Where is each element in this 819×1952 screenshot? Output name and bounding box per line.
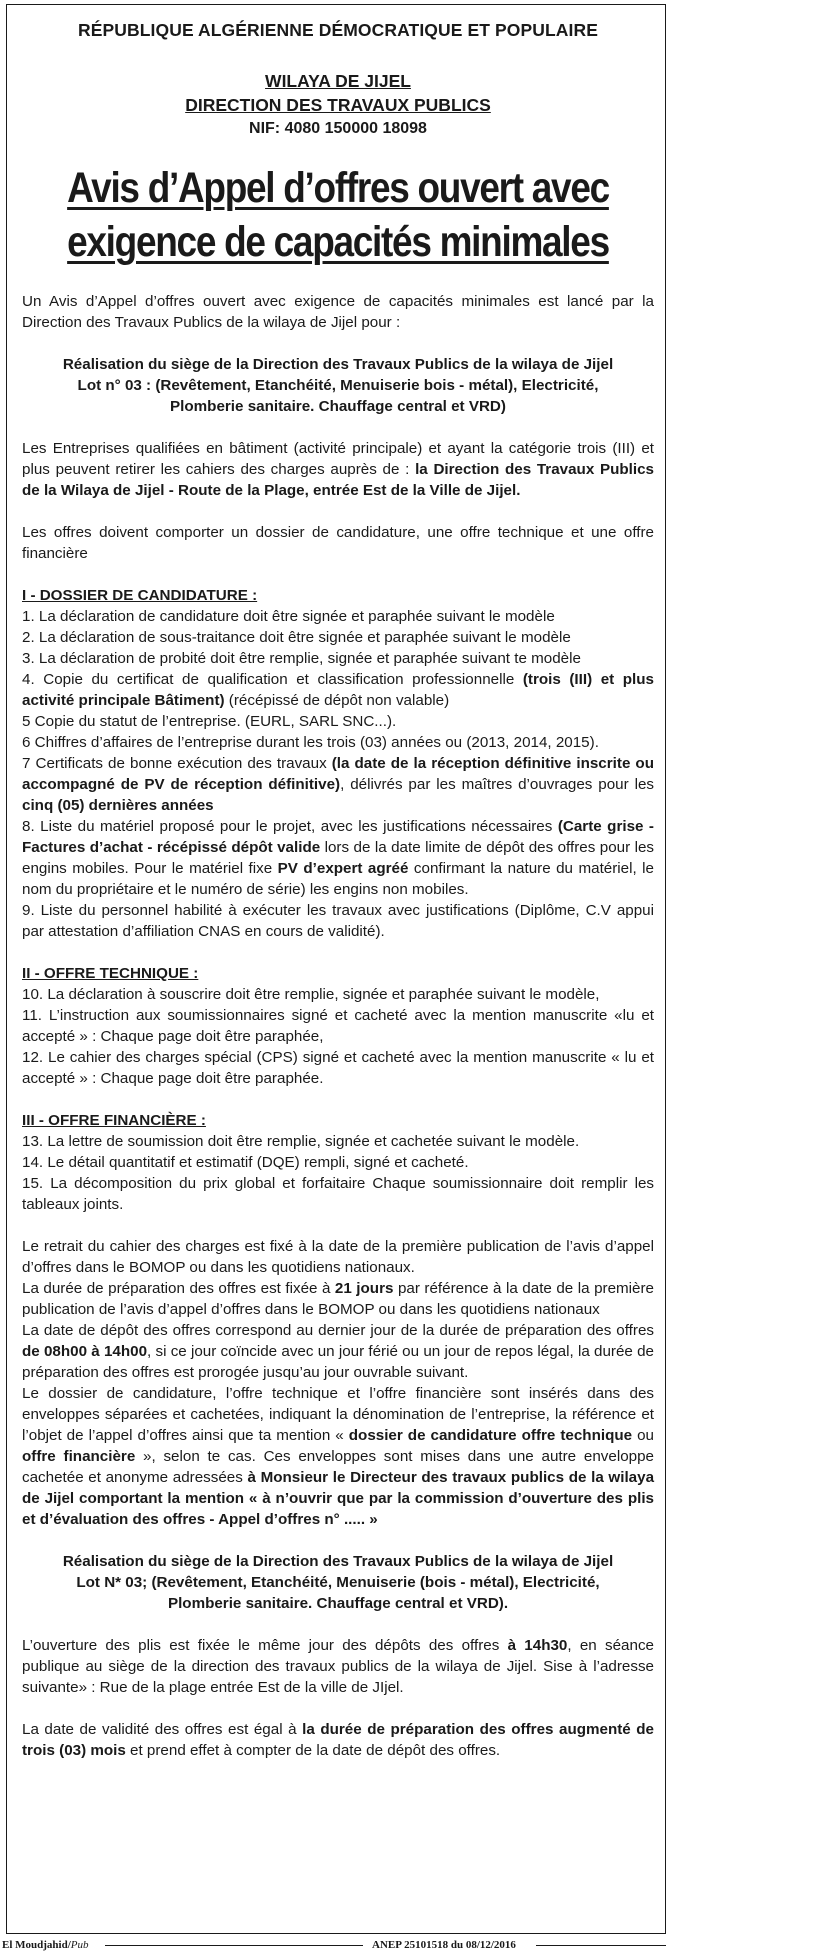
footer-anep-reference: ANEP 25101518 du 08/12/2016 xyxy=(372,1939,516,1951)
list-item: 4. Copie du certificat de qualification et classification professionnelle (trois (III) et plus activité principale Bâtiment) (récépissé de dépôt non valable) xyxy=(22,671,654,709)
list-item: 2. La déclaration de sous-traitance doit être signée et paraphée suivant le modèle xyxy=(22,629,571,646)
ouverture-paragraph: L’ouverture des plis est fixée le même jour des dépôts des offres à 14h30, en séance publique au siège de la direction des travaux publics de la wilaya de Jijel. Sise à l’adresse suivante» : Rue de la plage entrée Est de la ville de JIjel. xyxy=(22,1637,654,1696)
eligibility-address: la Direction des Travaux Publics de la Wilaya de Jijel - Route de la Plage, entrée Est de la Ville de Jijel. xyxy=(22,461,654,499)
list-item: 10. La déclaration à souscrire doit être remplie, signée et paraphée suivant le modèle, xyxy=(22,986,600,1003)
project-line: Plomberie sanitaire. Chauffage central et VRD) xyxy=(170,398,506,415)
footer-rule-left xyxy=(105,1945,363,1946)
project-block-1 xyxy=(22,354,654,417)
list-item: 1. La déclaration de candidature doit être signée et paraphée suivant le modèle xyxy=(22,608,555,625)
intro-paragraph: Un Avis d’Appel d’offres ouvert avec exigence de capacités minimales est lancé par la Direction des Travaux Publics de la wilaya de Jijel pour : xyxy=(22,293,654,331)
notice-title xyxy=(66,161,610,269)
dossier-list xyxy=(22,606,654,942)
list-item: 12. Le cahier des charges spécial (CPS) signé et cacheté avec la mention manuscrite « lu et accepté » : Chaque page doit être paraphée. xyxy=(22,1049,654,1087)
footer xyxy=(0,1930,819,1952)
list-item: 7 Certificats de bonne exécution des travaux (la date de la réception définitive inscrite ou accompagné de PV de réception définitive), délivrés par les maîtres d’ouvrages pour les cinq (05) dernières années xyxy=(22,755,654,814)
dossier-heading: I - DOSSIER DE CANDIDATURE : xyxy=(22,587,258,604)
list-item: 15. La décomposition du prix global et forfaitaire Chaque soumissionnaire doit remplir les tableaux joints. xyxy=(22,1175,654,1213)
footer-publication: El Moudjahid/Pub xyxy=(2,1939,89,1951)
eligibility-text: Les Entreprises qualifiées en bâtiment (activité principale) et ayant la catégorie trois (III) et plus peuvent retirer les cahiers des charges auprès de : xyxy=(22,440,654,478)
project-line: Réalisation du siège de la Direction des Travaux Publics de la wilaya de Jijel xyxy=(62,356,614,373)
validite-paragraph: La date de validité des offres est égal à la durée de préparation des offres augmenté de trois (03) mois et prend effet à compter de la date de dépôt des offres. xyxy=(22,1721,655,1759)
depot-paragraph: La date de dépôt des offres correspond au dernier jour de la durée de préparation des offres de 08h00 à 14h00, si ce jour coïncide avec un jour férié ou un jour de repos légal, la durée de préparation des offres est prorogée jusqu’au jour ouvrable suivant. xyxy=(22,1322,654,1381)
offers-intro: Les offres doivent comporter un dossier de candidature, une offre technique et une offre financière xyxy=(22,524,654,562)
list-item: 9. Liste du personnel habilité à exécuter les travaux avec justifications (Diplôme, C.V appui par attestation d’affiliation CNAS en cours de validité). xyxy=(22,902,654,940)
technique-heading: II - OFFRE TECHNIQUE : xyxy=(22,965,199,982)
notice-title-line-2: exigence de capacités minimales xyxy=(67,218,609,266)
wilaya-heading: WILAYA DE JIJEL xyxy=(265,71,411,91)
list-item: 6 Chiffres d’affaires de l’entreprise durant les trois (03) années ou (2013, 2014, 2015). xyxy=(22,734,599,751)
envelope-paragraph: Le dossier de candidature, l’offre technique et l’offre financière sont insérés dans des enveloppes séparées et cachetées, indiquant la dénomination de l’entreprise, la référence et l’objet de l’appel d’offres ainsi que ta mention « dossier de candidature offre technique ou offre financière », selon te cas. Ces enveloppes sont mises dans une autre enveloppe cachetée et anonyme adressées à Monsieur le Directeur des travaux publics de la wilaya de Jijel comportant la mention « à n’ouvrir que par la commission d’ouverture des plis et d’évaluation des offres - Appel d’offres n° ..... » xyxy=(22,1385,655,1528)
project-block-2 xyxy=(22,1551,654,1614)
republic-heading: RÉPUBLIQUE ALGÉRIENNE DÉMOCRATIQUE ET POPULAIRE xyxy=(77,20,598,40)
project-line: Réalisation du siège de la Direction des Travaux Publics de la wilaya de Jijel xyxy=(62,1553,614,1570)
direction-heading: DIRECTION DES TRAVAUX PUBLICS xyxy=(185,95,491,115)
list-item: 13. La lettre de soumission doit être remplie, signée et cachetée suivant le modèle. xyxy=(22,1133,580,1150)
nif-number: NIF: 4080 150000 18098 xyxy=(249,120,427,137)
procedure-block xyxy=(22,1236,654,1530)
retrait-paragraph: Le retrait du cahier des charges est fixé à la date de la première publication de l’avis d’appel d’offres dans le BOMOP ou dans les quotidiens nationaux. xyxy=(22,1238,654,1276)
duree-paragraph: La durée de préparation des offres est fixée à 21 jours par référence à la date de la première publication de l’avis d’appel d’offres dans le BOMOP ou dans les quotidiens nationaux xyxy=(22,1280,654,1318)
ad-content xyxy=(22,14,654,1761)
eligibility-paragraph xyxy=(22,438,654,501)
project-line: Lot N* 03; (Revêtement, Etanchéité, Menuiserie (bois - métal), Electricité, xyxy=(76,1574,600,1591)
financiere-list xyxy=(22,1131,654,1215)
technique-list xyxy=(22,984,654,1089)
list-item: 5 Copie du statut de l’entreprise. (EURL, SARL SNC...). xyxy=(22,713,397,730)
notice-title-line-1: Avis d’Appel d’offres ouvert avec xyxy=(67,164,609,212)
list-item: 8. Liste du matériel proposé pour le projet, avec les justifications nécessaires (Carte grise - Factures d’achat - récépissé dépôt valide lors de la date limite de dépôt des offres pour les engins mobiles. Pour le matériel fixe PV d’expert agréé confirmant la nature du matériel, le nom du propriétaire et le numéro de série) les engins non mobiles. xyxy=(22,818,654,898)
project-line: Plomberie sanitaire. Chauffage central et VRD). xyxy=(167,1595,509,1612)
list-item: 3. La déclaration de probité doit être remplie, signée et paraphée suivant te modèle xyxy=(22,650,581,667)
list-item: 14. Le détail quantitatif et estimatif (DQE) rempli, signé et cacheté. xyxy=(22,1154,469,1171)
footer-rule-right xyxy=(536,1945,666,1946)
list-item: 11. L’instruction aux soumissionnaires signé et cacheté avec la mention manuscrite «lu et accepté » : Chaque page doit être paraphée, xyxy=(22,1007,654,1045)
project-line: Lot n° 03 : (Revêtement, Etanchéité, Menuiserie bois - métal), Electricité, xyxy=(77,377,599,394)
financiere-heading: III - OFFRE FINANCIÈRE : xyxy=(22,1112,206,1129)
